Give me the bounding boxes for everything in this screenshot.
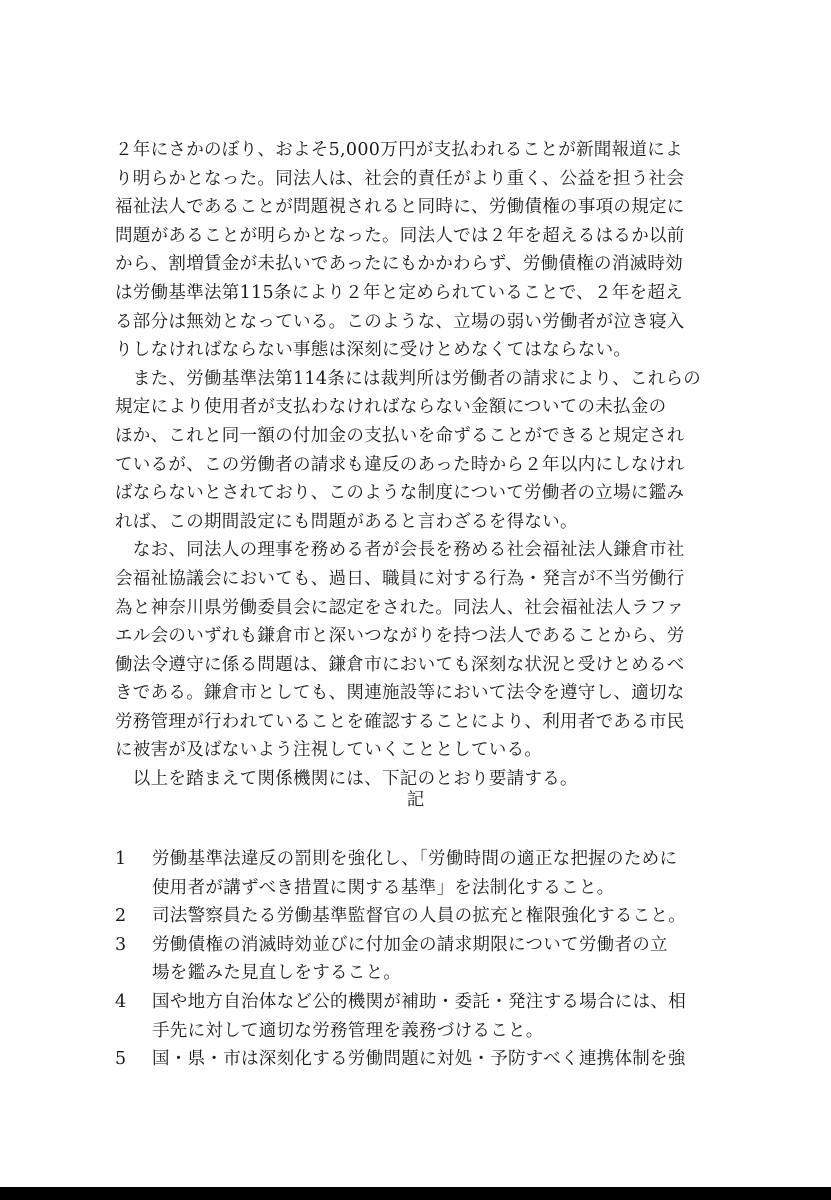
text-line: ばならないとされており、このような制度について労働者の立場に鑑み [115,483,685,504]
item-number: 5 [115,1049,127,1070]
text-line: 福祉法人であることが問題視されると同時に、労働債権の事項の規定に [115,197,685,218]
item-number: 3 [115,934,127,955]
item-number: 1 [115,849,127,869]
text-line: 会福祉協議会においても、過日、職員に対する行為・発言が不当労働行 [115,568,685,589]
text-line: から、割増賃金が未払いであったにもかかわらず、労働債権の消滅時効 [115,254,684,275]
item-line: 国・県・市は深刻化する労働問題に対処・予防すべく連携体制を強 [152,1049,686,1070]
list-item [115,988,725,1045]
list-item [115,845,725,902]
text-line: る部分は無効となっている。このような、立場の弱い労働者が泣き寝入 [115,311,685,332]
text-line: また、労働基準法第114条には裁判所は労働者の請求により、これらの [115,368,702,389]
request-list [115,845,725,1074]
text-line: 労務管理が行われていることを確認することにより、利用者である市民 [115,711,685,732]
text-line: エル会のいずれも鎌倉市と深いつながりを持つ法人であることから、労 [115,626,685,647]
text-line: 以上を踏まえて関係機関には、下記のとおり要請する。 [115,769,578,790]
text-line: れば、この期間設定にも問題があると言わざるを得ない。 [115,511,578,532]
item-line: 司法警察員たる労働基準監督官の人員の拡充と権限強化すること。 [152,906,686,927]
list-item [115,931,725,988]
text-line: ほか、これと同一額の付加金の支払いを命ずることができると規定され [115,425,685,446]
text-line: 規定により使用者が支払わなければならない金額についての未払金の [115,397,667,418]
text-line: ているが、この労働者の請求も違反のあった時から２年以内にしなけれ [115,454,685,475]
item-line: 国や地方自治体など公的機関が補助・委託・発注する場合には、相 [152,991,686,1012]
item-line: 使用者が講ずべき措置に関する基準」を法制化すること。 [152,877,615,898]
paragraph [115,136,720,365]
section-heading: 記 [406,790,425,810]
text-line: 為と神奈川県労働委員会に認定をされた。同法人、社会福祉法人ラファ [115,597,685,618]
text-line: 問題があることが明らかとなった。同法人では２年を超えるはるか以前 [115,225,685,246]
text-line: きである。鎌倉市としても、関連施設等において法令を遵守し、適切な [115,683,685,704]
item-line: 労働債権の消滅時効並びに付加金の請求期限について労働者の立 [152,934,668,955]
text-line: 働法令遵守に係る問題は、鎌倉市においても深刻な状況と受けとめるべ [115,654,685,675]
text-line: に被害が及ばないよう注視していくこととしている。 [115,740,543,761]
list-item [115,902,725,931]
text-line: は労働基準法第115条により２年と定められていることで、２年を超え [115,282,683,303]
item-number: 4 [115,991,127,1012]
body-text [115,136,720,794]
list-item [115,1045,725,1074]
paragraph [115,536,720,765]
text-line: りしなければならない事態は深刻に受けとめなくてはならない。 [115,340,632,361]
item-line: 場を鑑みた見直しをすること。 [152,963,402,984]
item-number: 2 [115,906,127,927]
item-line: 労働基準法違反の罰則を強化し、「労働時間の適正な把握のために [152,849,678,869]
bottom-bar [0,1187,831,1200]
text-line: ２年にさかのぼり、およそ5,000万円が支払われることが新聞報道によ [115,140,683,160]
paragraph [115,365,720,537]
item-line: 手先に対して適切な労務管理を義務づけること。 [152,1020,544,1041]
text-line: り明らかとなった。同法人は、社会的責任がより重く、公益を担う社会 [115,168,685,189]
text-line: なお、同法人の理事を務める者が会長を務める社会福祉法人鎌倉市社 [115,540,685,561]
